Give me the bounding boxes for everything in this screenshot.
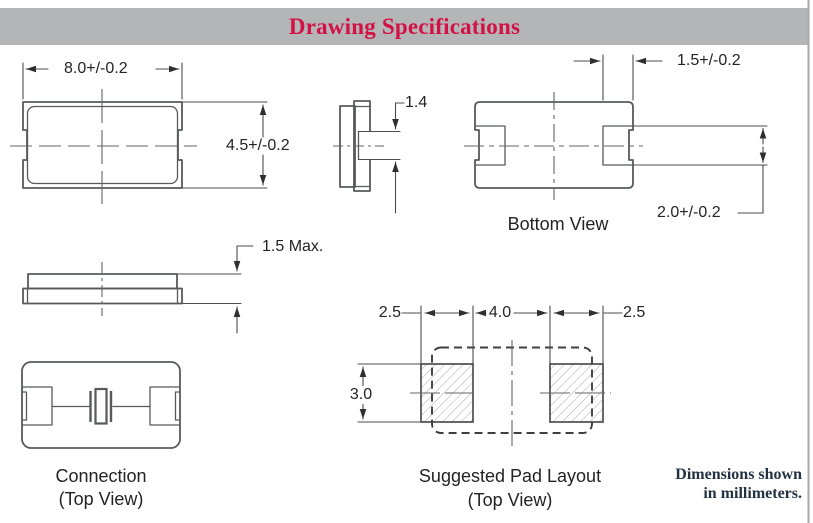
dim-pad-layout-left-pad: 2.5: [378, 304, 401, 321]
units-note-line1: Dimensions shown: [675, 466, 802, 483]
label-connection-subtitle: (Top View): [58, 489, 144, 509]
label-bottom-view: Bottom View: [507, 214, 609, 234]
crystal-element: [96, 389, 107, 424]
dim-pad-layout-gap: 4.0: [488, 304, 512, 321]
label-connection: Connection: [55, 466, 147, 486]
dim-pad-layout-right-pad: 2.5: [623, 304, 646, 321]
side-profile-drawing: [23, 246, 253, 333]
pad-layout-drawing: [358, 306, 622, 446]
bottom-view-drawing: [464, 55, 767, 213]
dim-side-view-max-height: 1.5 Max.: [262, 238, 324, 255]
units-note: [628, 466, 802, 503]
dim-bottom-view-pad-height: 2.0+/-0.2: [657, 204, 721, 221]
dim-top-view-width: 8.0+/-0.2: [64, 60, 128, 77]
label-pad-layout-subtitle: (Top View): [467, 490, 553, 510]
top-view-drawing: [10, 63, 267, 204]
dim-top-view-height: 4.5+/-0.2: [226, 137, 290, 154]
max-height-arrow-down: [237, 246, 253, 271]
label-pad-layout: Suggested Pad Layout: [418, 466, 602, 486]
dim-pad-layout-pad-height: 3.0: [346, 386, 376, 404]
package-outline: [475, 102, 633, 188]
units-note-line2: in millimeters.: [703, 484, 802, 502]
electrode-arrow-down: [396, 103, 405, 129]
page-title: Drawing Specifications: [288, 13, 521, 39]
connection-drawing: [22, 362, 180, 448]
end-view-drawing: [333, 101, 404, 213]
dim-end-view-electrode: 1.4: [405, 94, 428, 111]
dim-bottom-view-pad-width: 1.5+/-0.2: [677, 52, 741, 69]
